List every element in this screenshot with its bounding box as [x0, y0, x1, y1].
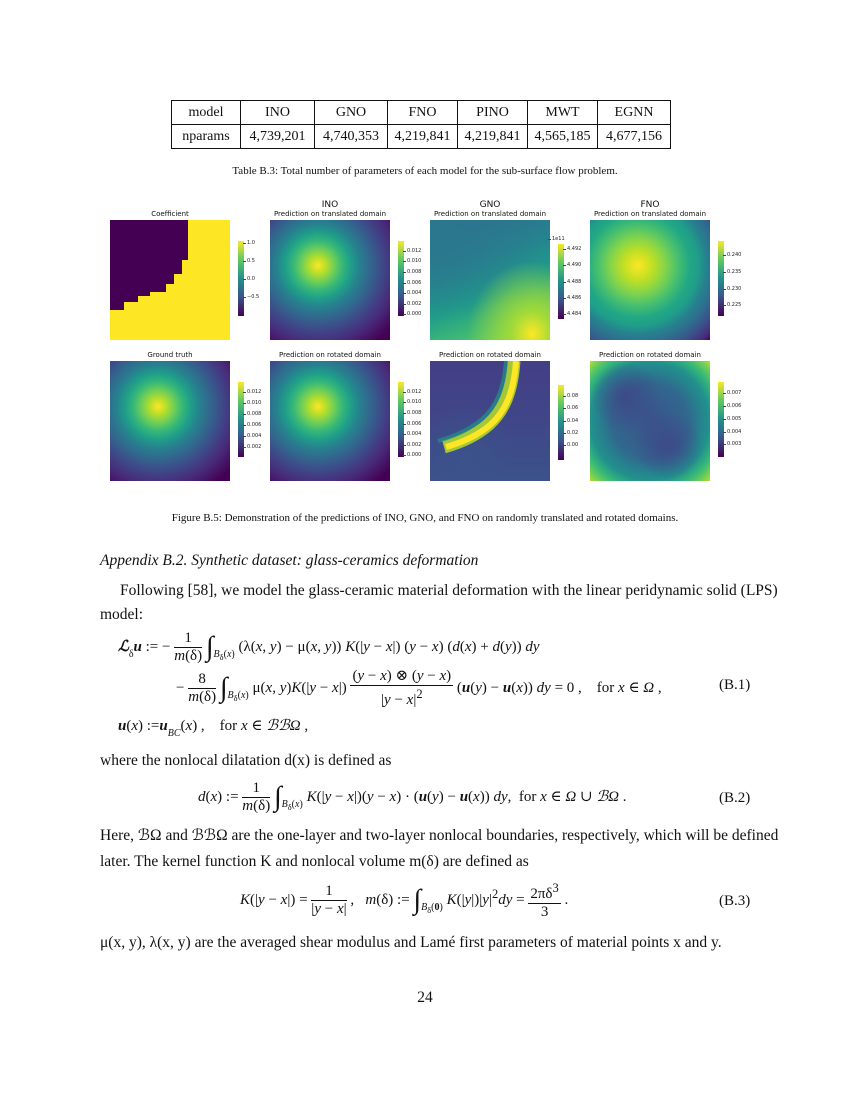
section-heading: Appendix B.2. Synthetic dataset: glass-ceramics deformation [100, 552, 479, 569]
table-cell: PINO [458, 101, 528, 125]
equation-b2: d(x) := $\frac{1}{m(\delta)}$ $\int_{B_\delta(x)}$ K(|y − x|)(y − x) · (u(y) − u(x)) dy, for x ∈ Ω ∪ ℬΩ . [198, 780, 627, 814]
table-cell: 4,677,156 [598, 125, 671, 149]
equation-number: (B.1) [719, 677, 751, 693]
figure-caption: Figure B.5: Demonstration of the predictions of INO, GNO, and FNO on randomly translated and rotated domains. [171, 512, 679, 524]
tick-label: 0.003 [727, 441, 742, 447]
tick-label: 0.02 [567, 430, 579, 436]
tick-label: 0.006 [727, 403, 742, 409]
tick-label: 0.012 [247, 389, 262, 395]
tick-label: 0.002 [407, 301, 422, 307]
table-cell: 4,739,201 [241, 125, 315, 149]
tick-label: 0.06 [567, 405, 579, 411]
column-title-fno: FNO [640, 200, 660, 210]
column-title-gno: GNO [479, 200, 501, 210]
table-cell: EGNN [598, 101, 671, 125]
tick-label: 0.002 [247, 444, 262, 450]
paragraph-line: Following [58], we model the glass-ceramic material deformation with the linear peridynamic solid (LPS) [120, 582, 778, 599]
tick-label: 0.240 [727, 252, 742, 258]
equation-line: − $\frac{8}{m(\delta)}$ $\int_{B_\delta(x)}$ μ(x, y)K(|y − x|) $\frac{(y - x) \otimes (y - x)}{|y - x|^2}$ (u(y) − u(x)) dy = 0 , for x ∈ Ω , [176, 668, 662, 708]
tick-label: 0.008 [407, 269, 422, 275]
tick-label: 0.00 [567, 442, 579, 448]
tick-label: 0.230 [727, 286, 742, 292]
paragraph-line: later. The kernel function K and nonlocal volume m(δ) are defined as [100, 853, 529, 870]
tick-label: 0.006 [247, 422, 262, 428]
colorbar [238, 382, 244, 457]
table-caption: Table B.3: Total number of parameters of each model for the sub-surface flow problem. [232, 165, 618, 177]
panel-title: Prediction on translated domain [273, 210, 387, 218]
tick-label: 0.004 [407, 431, 422, 437]
ground-truth-map [110, 361, 230, 481]
tick-label: 0.008 [407, 410, 422, 416]
tick-label: 0.007 [727, 390, 742, 396]
tick-label: 0.006 [407, 421, 422, 427]
page-number: 24 [417, 989, 433, 1006]
tick-label: 0.000 [407, 311, 422, 317]
tick-label: 0.000 [407, 452, 422, 458]
equation-b3: K(|y − x|) = $\frac{1}{|y - x|}$ , m(δ) := $\int_{B_\delta(0)}$ $K(|y|)|y|^2dy$ = $\frac{2\pi\delta^3}{3}$ . [240, 881, 569, 920]
paragraph-line: where the nonlocal dilatation d(x) is defined as [100, 752, 392, 769]
table-cell: 4,740,353 [315, 125, 388, 149]
tick-label: 0.010 [247, 400, 262, 406]
coefficient-map [110, 220, 230, 340]
paragraph-line: Here, ℬΩ and ℬℬΩ are the one-layer and two-layer nonlocal boundaries, respectively, which will be defined [100, 827, 779, 844]
tick-label: −0.5 [247, 294, 260, 300]
fno-rotated-map [590, 361, 710, 481]
fno-translated-map [590, 220, 710, 340]
coefficient-shape [110, 220, 230, 340]
tick-label: 0.010 [407, 399, 422, 405]
equation-number: (B.2) [719, 790, 751, 806]
paragraph-line: μ(x, y), λ(x, y) are the averaged shear modulus and Lamé first parameters of material points x and y. [100, 934, 722, 951]
tick-label: 4.490 [567, 262, 582, 268]
panel-title: Prediction on translated domain [433, 210, 547, 218]
ino-rotated-map [270, 361, 390, 481]
tick-label: 0.012 [407, 389, 422, 395]
tick-label: 1.0 [247, 240, 255, 246]
tick-label: 4.488 [567, 279, 582, 285]
tick-label: 0.004 [407, 290, 422, 296]
gno-rotated-band [430, 361, 550, 481]
gno-translated-map [430, 220, 550, 340]
tick-label: 0.008 [247, 411, 262, 417]
tick-label: 0.004 [727, 429, 742, 435]
tick-label: 0.235 [727, 269, 742, 275]
panel-title: Prediction on rotated domain [279, 351, 381, 359]
table-cell: model [172, 101, 241, 125]
panel-title: Prediction on rotated domain [599, 351, 701, 359]
panel-title: Ground truth [147, 351, 193, 359]
tick-label: 0.006 [407, 280, 422, 286]
tick-label: 0.08 [567, 393, 579, 399]
tick-label: 4.486 [567, 295, 582, 301]
table-cell: INO [241, 101, 315, 125]
tick-label: 0.010 [407, 258, 422, 264]
tick-label: 0.012 [407, 248, 422, 254]
column-title-ino: INO [321, 200, 339, 210]
table-cell: nparams [172, 125, 241, 149]
paragraph-line: model: [100, 606, 144, 623]
tick-label: 0.004 [247, 433, 262, 439]
equation-number: (B.3) [719, 893, 751, 909]
table-cell: 4,565,185 [528, 125, 598, 149]
tick-label: 0.002 [407, 442, 422, 448]
panel-title: Prediction on translated domain [593, 210, 707, 218]
tick-label: 4.492 [567, 246, 582, 252]
tick-label: 0.04 [567, 418, 579, 424]
colorbar-exponent: 1e11 [552, 236, 565, 242]
parameters-table [171, 100, 671, 149]
table-cell: FNO [388, 101, 458, 125]
equation-line: ℒ$_\delta$u := − $\frac{1}{m(\delta)}$ $\int_{B_\delta(x)}$ (λ(x, y) − μ(x, y)) K(|y − x|) (y − x) (d(x) + d(y)) dy [118, 630, 540, 664]
table-cell: 4,219,841 [388, 125, 458, 149]
table-cell: 4,219,841 [458, 125, 528, 149]
table-row [172, 125, 671, 149]
table-cell: MWT [528, 101, 598, 125]
tick-label: 0.005 [727, 416, 742, 422]
tick-label: 0.225 [727, 302, 742, 308]
gno-rotated-map [430, 361, 550, 481]
tick-label: 0.0 [247, 276, 255, 282]
panel-title: Coefficient [151, 210, 189, 218]
table-header-row [172, 101, 671, 125]
panel-title: Prediction on rotated domain [439, 351, 541, 359]
table-cell: GNO [315, 101, 388, 125]
ino-translated-map [270, 220, 390, 340]
equation-line: u(x) $:=u_{BC}(x)$ , for x ∈ ℬℬΩ , [118, 718, 309, 739]
tick-label: 4.484 [567, 311, 582, 317]
tick-label: 0.5 [247, 258, 255, 264]
